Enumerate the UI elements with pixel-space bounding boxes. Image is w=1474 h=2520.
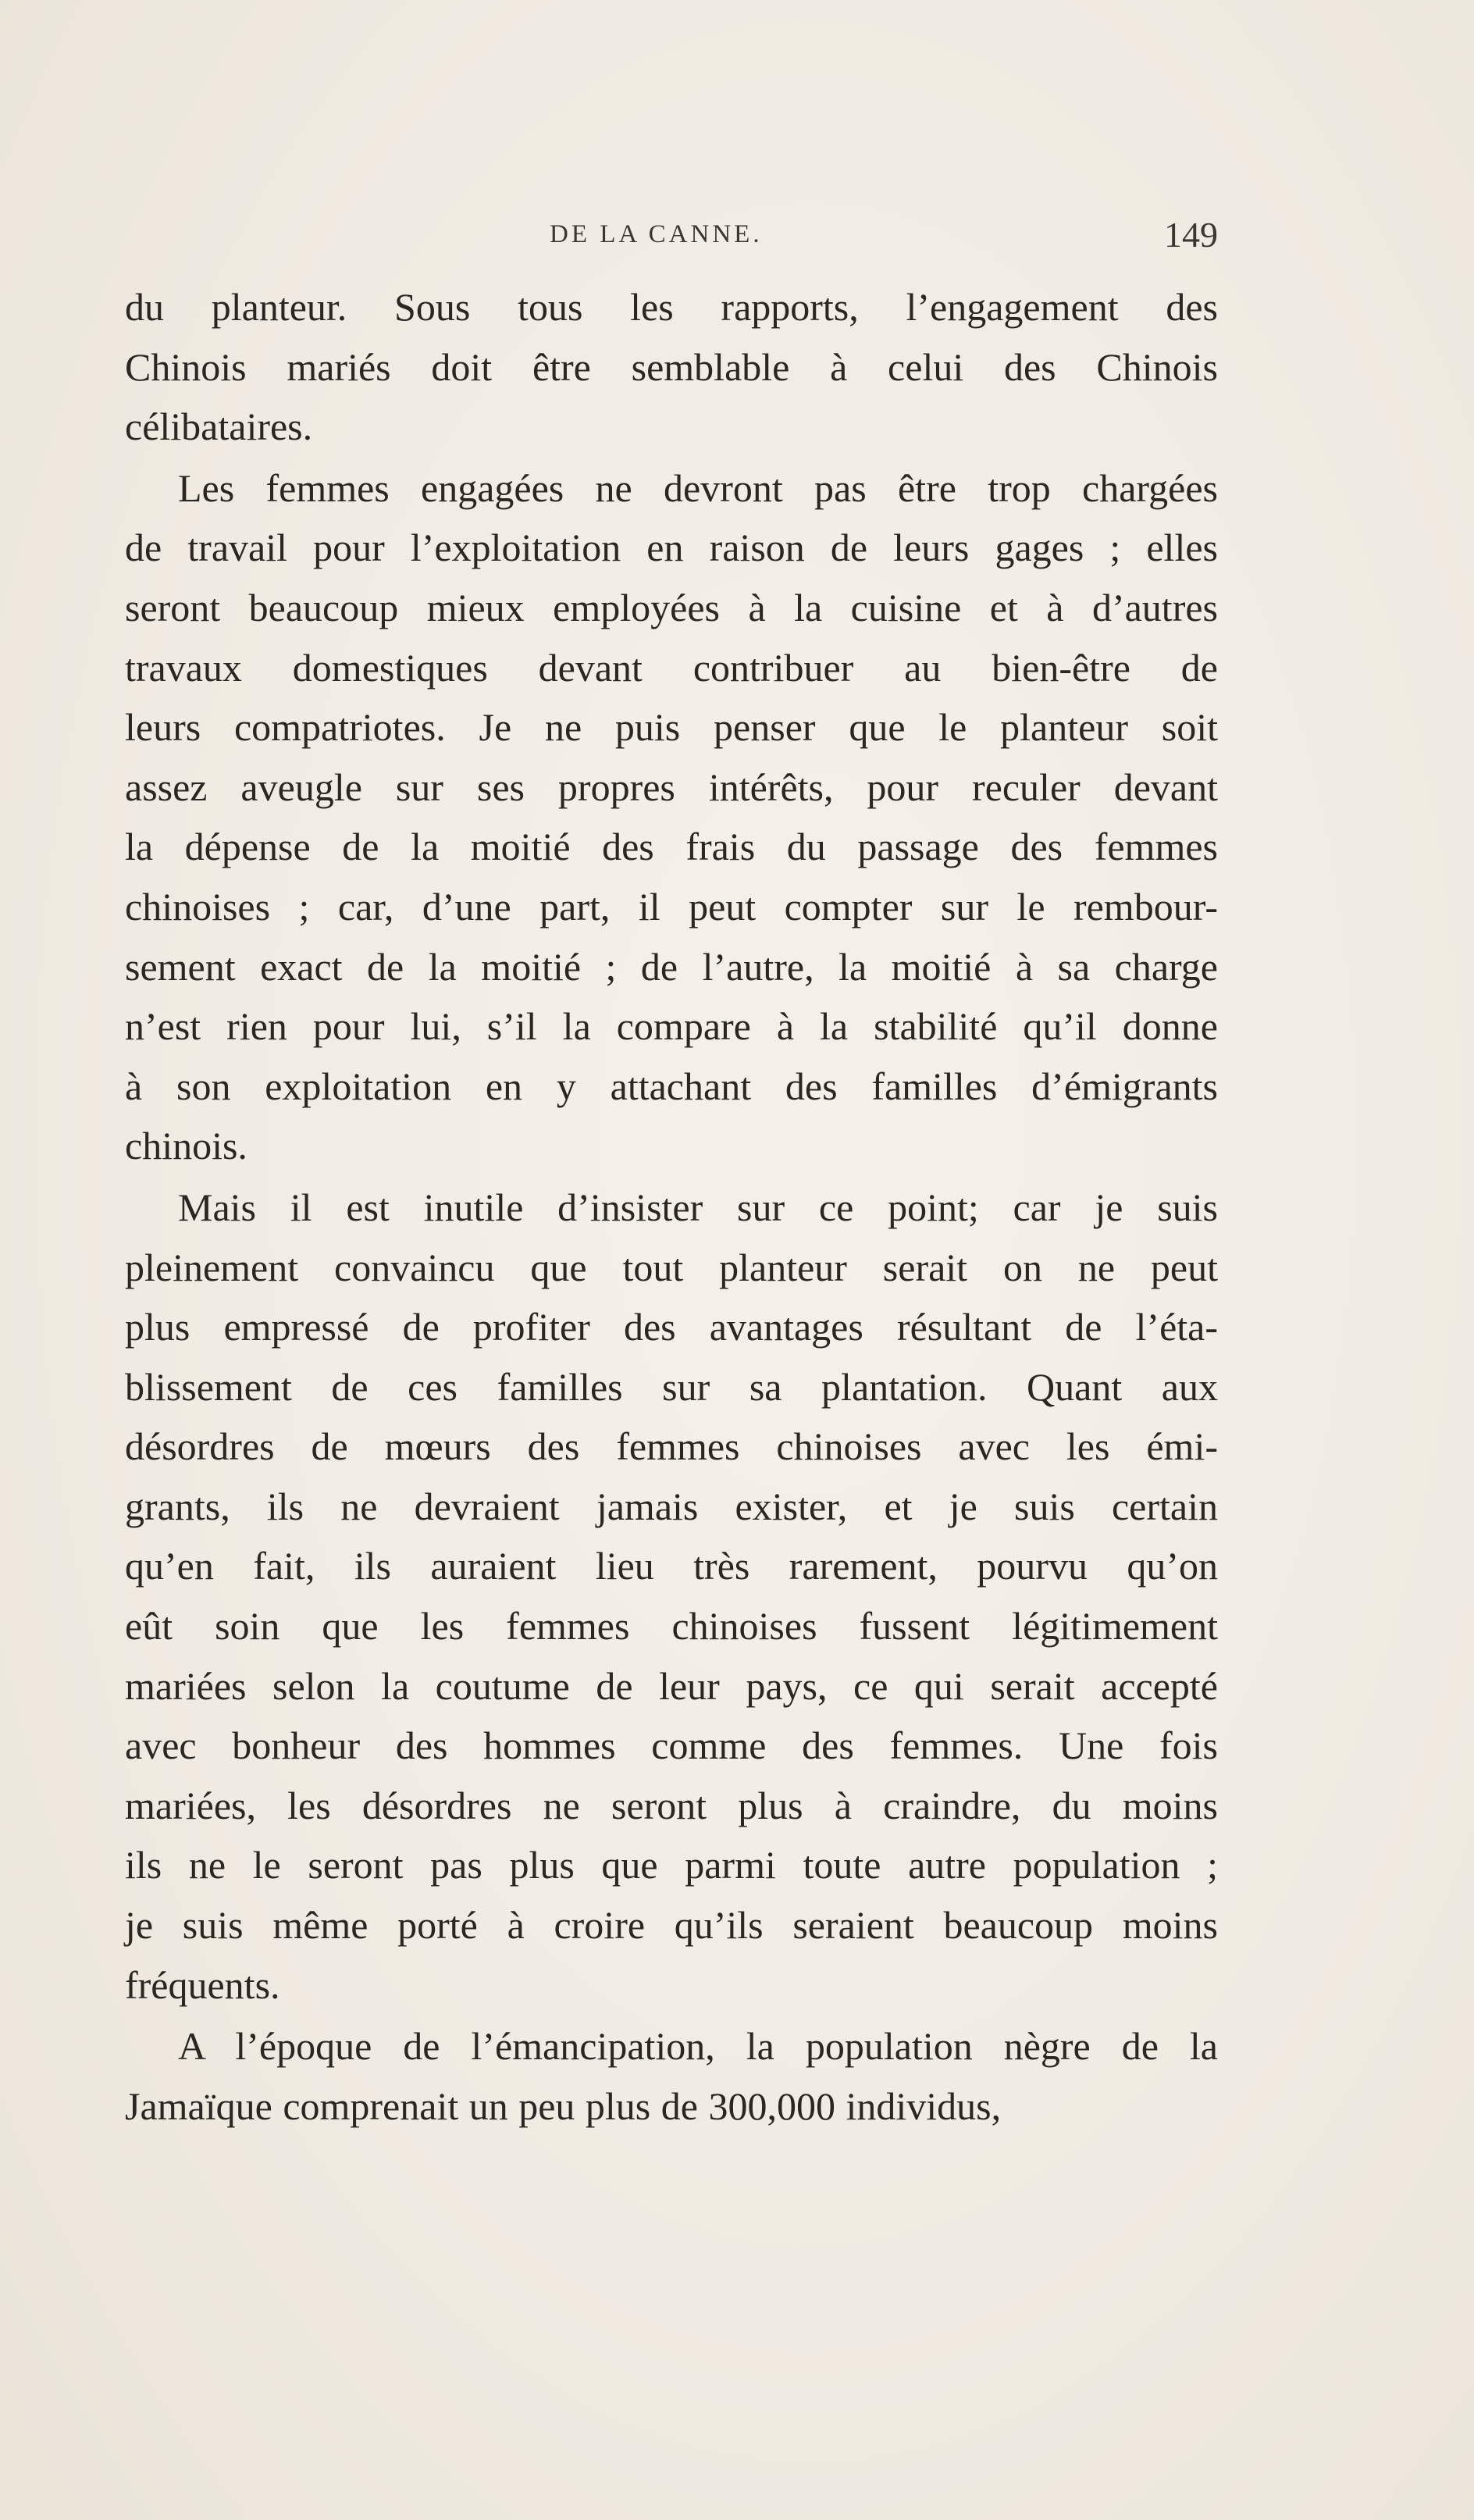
text-line: A l’époque de l’émancipation, la population nègre de la (178, 2024, 1218, 2069)
text-line: je suis même porté à croire qu’ils seraient beaucoup moins (125, 1903, 1218, 1948)
text-line: la dépense de la moitié des frais du passage des femmes (125, 825, 1218, 869)
text-line: pleinement convaincu que tout planteur serait on ne peut (125, 1245, 1218, 1289)
text-line: mariées, les désordres ne seront plus à craindre, du moins (125, 1783, 1218, 1827)
text-line: qu’en fait, ils auraient lieu très rarement, pourvu qu’on (125, 1544, 1218, 1588)
running-head (125, 215, 1218, 259)
page-number: 149 (1164, 215, 1218, 255)
text-line: chinoises ; car, d’une part, il peut compter sur le rembour- (125, 884, 1218, 929)
paragraph (125, 458, 1218, 1176)
body-text (125, 277, 1218, 2137)
text-line: travaux domestiques devant contribuer au bien-être de (125, 645, 1218, 690)
text-line: grants, ils ne devraient jamais exister, et je suis certain (125, 1484, 1218, 1528)
text-line: eût soin que les femmes chinoises fussent légitimement (125, 1604, 1218, 1649)
text-line: leurs compatriotes. Je ne puis penser que le planteur soit (125, 705, 1218, 750)
text-line: Jamaïque comprenait un peu plus de 300,000 individus, (125, 2083, 1002, 2128)
text-line: Chinois mariés doit être semblable à celui des Chinois (125, 344, 1218, 389)
text-line: sement exact de la moitié ; de l’autre, la moitié à sa charge (125, 944, 1218, 989)
text-line: de travail pour l’exploitation en raison de leurs gages ; elles (125, 526, 1218, 570)
text-line: plus empressé de profiter des avantages résultant de l’éta- (125, 1305, 1218, 1349)
text-line: seront beaucoup mieux employées à la cuisine et à d’autres (125, 585, 1218, 629)
paragraph (125, 2016, 1218, 2136)
text-line: blissement de ces familles sur sa plantation. Quant aux (125, 1364, 1218, 1409)
text-line: chinois. (125, 1124, 247, 1168)
paragraph (125, 1178, 1218, 2015)
text-line: ils ne le seront pas plus que parmi toute autre population ; (125, 1843, 1218, 1887)
text-line: avec bonheur des hommes comme des femmes. Une fois (125, 1723, 1218, 1768)
text-line: assez aveugle sur ses propres intérêts, pour reculer devant (125, 765, 1218, 809)
text-line: Les femmes engagées ne devront pas être trop chargées (178, 465, 1218, 510)
text-line: fréquents. (125, 1962, 280, 2007)
text-line: n’est rien pour lui, s’il la compare à la stabilité qu’il donne (125, 1004, 1218, 1049)
text-line: mariées selon la coutume de leur pays, ce qui serait accepté (125, 1663, 1218, 1708)
text-line: désordres de mœurs des femmes chinoises avec les émi- (125, 1424, 1218, 1469)
text-line: Mais il est inutile d’insister sur ce point; car je suis (178, 1185, 1218, 1229)
paragraph (125, 277, 1218, 457)
text-line: célibataires. (125, 405, 313, 449)
running-title: DE LA CANNE. (550, 220, 763, 248)
text-line: du planteur. Sous tous les rapports, l’engagement des (125, 285, 1218, 329)
text-line: à son exploitation en y attachant des familles d’émigrants (125, 1064, 1218, 1108)
